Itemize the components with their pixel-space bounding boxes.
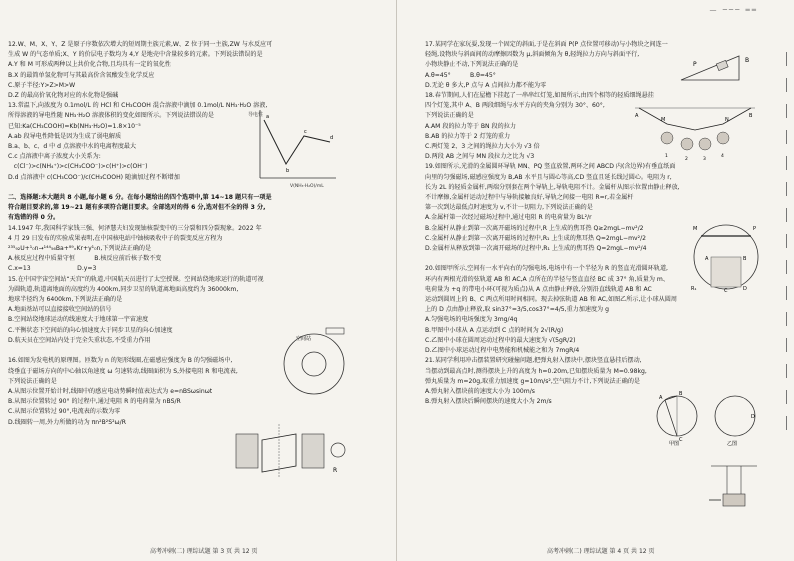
left_column-line: A.地面基站可以直接接收空间站的信号 bbox=[8, 306, 112, 314]
q13-point-d: d bbox=[330, 135, 334, 141]
left_column-line bbox=[8, 183, 272, 193]
q16-ammeter bbox=[331, 443, 345, 457]
left_column-line: A.ab 段导电性降低是因为生成了弱电解质 bbox=[8, 132, 122, 140]
q20-circle-figures bbox=[651, 390, 763, 446]
q19-label-b: B bbox=[743, 256, 747, 262]
q18-string bbox=[639, 108, 751, 130]
right_column-line bbox=[425, 254, 680, 264]
header-marks: — ─── ══ bbox=[709, 6, 758, 14]
right_column-line: 长为 2L 的轻质金属杆,两端分别套在两个导轨上,导轨电阻不计。金属杆从图示位置由静止释放, bbox=[425, 183, 680, 191]
left_column-line: C.平衡状态下空间站的向心加速度大于同步卫星的向心加速度 bbox=[8, 326, 173, 334]
q16-generator-figure bbox=[230, 420, 350, 482]
binding-marks bbox=[782, 40, 790, 520]
q18-label-n: N bbox=[725, 117, 729, 123]
q18-label-4: 4 bbox=[721, 154, 724, 159]
q18-label-3: 3 bbox=[703, 157, 706, 162]
left_column-line: c(Cl⁻)>c(NH₄⁺)>c(CH₃COO⁻)>c(H⁺)>c(OH⁻) bbox=[8, 163, 148, 171]
right_column-line: 下列说法正确的是 bbox=[425, 112, 474, 120]
q17-incline bbox=[681, 56, 739, 80]
left_column-line: A.从图示位置开始计时,线圈中的感应电动势瞬时值表达式为 e=nBSωsinωt bbox=[8, 387, 213, 395]
right_column-line: C.乙图中小球在圆周运动过程中的最大速度为 √(5gR/2) bbox=[425, 336, 576, 344]
q13-conductivity-graph bbox=[246, 106, 342, 190]
q18-lanterns-figure bbox=[631, 104, 759, 164]
q17-incline-figure bbox=[679, 52, 759, 82]
left_column-line: 所得溶液的导电性随 NH₃·H₂O 溶液体积的变化如图所示。下列说法错误的是 bbox=[8, 112, 214, 120]
right_column-line: D.乙图中小球运动过程中电势能和机械能之和为 7mgR/4 bbox=[425, 347, 580, 355]
left_column-line: C.从图示位置转过 90°,电流表的示数为零 bbox=[8, 408, 121, 416]
q15-station bbox=[326, 328, 344, 334]
right_column-line: D.金属杆从释放到第一次离开磁场的过程中,R₁ 上生成的焦耳热 Q=2mgL−mv²/4 bbox=[425, 245, 647, 253]
right_column-line: 电荷量为 +q 的带电小环(可视为质点)从 A 点由静止释放,分别沿直线轨道 AB 和 AC bbox=[425, 285, 652, 293]
right_column-line: 21.某同学利用冲击摆装置研究碰撞问题,把弹丸射入摆块中,摆块竖直悬挂后摆动, bbox=[425, 357, 642, 365]
q17-label-b: B bbox=[745, 57, 750, 64]
left_column-line: 16.如图为发电机的原理图。匝数为 n 的矩形线圈,在磁感应强度为 B 的匀强磁场中, bbox=[8, 357, 233, 365]
right_column-line: 第一次到达最低点时速度为 v,不计一切阻力,下列说法正确的是 bbox=[425, 204, 593, 212]
left_column-line: D.线圈转一周,外力所做的功为 πn²B²S²ω/R bbox=[8, 418, 126, 426]
q13-point-b: b bbox=[286, 168, 290, 174]
left_column-line: D.航天员在空间站内处于完全失重状态,不受重力作用 bbox=[8, 336, 151, 344]
right_column-line: B.AB 的拉力等于 2 灯笼的重力 bbox=[425, 132, 511, 140]
q18-lantern-1 bbox=[661, 132, 673, 144]
q20-caption-jia: 甲图 bbox=[669, 441, 680, 446]
right_column-line: 小物块静止不动,下列说法正确的是 bbox=[425, 61, 519, 69]
left_column-line: C.c 点溶液中离子浓度大小关系为: bbox=[8, 153, 101, 161]
q18-label-2: 2 bbox=[685, 157, 688, 162]
right_column-line: B.金属杆从静止到第一次离开磁场的过程中,R 上生成的焦耳热 Q≥2mgL−mv²/2 bbox=[425, 224, 644, 232]
q19-rails-figure bbox=[689, 220, 763, 294]
right_column-line: 环内有两根光滑的弦轨道 AB 和 AC,A 点所在的半径与竖直直径 BC 成 37° 角,质量为 m、 bbox=[425, 275, 669, 283]
q19-label-a: A bbox=[705, 256, 709, 262]
q17-block bbox=[716, 60, 728, 70]
right_column-line: D.无论 θ 多大,P 点与 A 点间拉力都不能为零 bbox=[425, 81, 547, 89]
right_column-line: 18.春节期间,人们在屋檐下挂起了一串串红灯笼,如图所示,由四个相等的轻质细绳悬挂 bbox=[425, 92, 654, 100]
left_column-line: 14.1947 年,我国科学家钱三强、何泽慧夫妇发现铀核裂变中的三分裂和四分裂现象。2022 年 bbox=[8, 224, 262, 232]
right_column-line: B.弹丸射入摆块后瞬间摆块的速度大小为 2m/s bbox=[425, 398, 552, 406]
q13-x-label: V(NH₃·H₂O)/mL bbox=[290, 184, 324, 189]
q13-point-c: c bbox=[304, 129, 307, 135]
left_column-line: 4 月 29 日发布的实验成果表明,在中国核电站中铀核吸收中子的裂变反应方程为 bbox=[8, 234, 223, 242]
q19-label-d: D bbox=[743, 286, 747, 292]
right_column-line: 当摆动到最高点时,测得摆块上升的高度为 h=0.20m,已知摆块质量为 M=0.98kg, bbox=[425, 367, 647, 375]
left_column-line: 二、选择题:本大题共 8 小题,每小题 6 分。在每小题给出的四个选项中,第 14~18 题只有一项是 bbox=[8, 194, 272, 202]
q20-label-c: C bbox=[679, 437, 683, 443]
q15-earth bbox=[302, 352, 326, 376]
left_column-line: 13.常温下,向浓度为 0.1mol/L 的 HCl 和 CH₃COOH 混合溶液中滴加 0.1mol/L NH₃·H₂O 溶液, bbox=[8, 102, 268, 110]
right_column-line: 弹丸质量为 m=20g,取重力加速度 g=10m/s²,空气阻力不计,下列说法正确的是 bbox=[425, 377, 641, 385]
right_column-line: A.匀强电场的电场强度为 3mg/4q bbox=[425, 316, 518, 324]
right_column-line: 不计摩擦,金属杆运动过程中与导轨接触良好,导轨之间接一电阻 R=r,若金属杆 bbox=[425, 194, 634, 202]
q20-circle-b bbox=[715, 396, 755, 436]
q13-point-a: a bbox=[266, 114, 270, 120]
right_column-line: 上的 D 点由静止释放,取 sin37°=3/5,cos37°=4/5,重力加速度为 g bbox=[425, 306, 609, 314]
right_column-line: C.两灯笼 2、3 之间的绳拉力大小为 √3 倍 bbox=[425, 143, 540, 151]
left_column-line: A.核反应过程中质量守恒 B.核反应前后核子数不变 bbox=[8, 255, 162, 263]
q16-resistor-label: R bbox=[333, 467, 338, 474]
left_column-line: B.X 的最简单氢化物可与其最高价含氧酸发生化学反应 bbox=[8, 71, 155, 79]
q21-pendulum-figure bbox=[707, 462, 761, 514]
q19-field-region bbox=[711, 257, 741, 287]
left-column bbox=[0, 0, 396, 561]
left_column-line bbox=[8, 346, 272, 356]
left_column-line: 15.在中国宇宙空间站“天宫”的轨道,中国航天员进行了太空授课。空间站绕地球运行的轨道可视 bbox=[8, 275, 264, 283]
left_column-line: A.Y 和 M 可形成两种以上共价化合物,且均具有一定的氧化性 bbox=[8, 61, 171, 69]
left-text-block bbox=[8, 40, 272, 428]
q19-label-c: C bbox=[724, 288, 728, 294]
left_column-line: 已知:Ka(CH₃COOH)=Kb(NH₃·H₂O)=1.8×10⁻⁵ bbox=[8, 122, 141, 130]
q15-orbit bbox=[284, 334, 344, 394]
q16-magnet-s bbox=[302, 434, 324, 468]
q15-station-label: 空间站 bbox=[296, 336, 312, 342]
right_column-line: D.两段 AB 之间与 MN 段拉力之比为 √3 bbox=[425, 153, 535, 161]
right_column-line: A.弹丸射入摆块前的速度大小为 100m/s bbox=[425, 387, 535, 395]
left-footer: 高考冲刺(二) 理综试题 第 3 页 共 12 页 bbox=[150, 548, 258, 555]
right_column-line: A.金属杆第一次经过磁场过程中,通过电阻 R 的电荷量为 BL²/r bbox=[425, 214, 592, 222]
left_column-line: 地球半径约为 6400km,下列说法正确的是 bbox=[8, 296, 123, 304]
right-footer: 高考冲刺(二) 理综试题 第 4 页 共 12 页 bbox=[547, 548, 655, 555]
left_column-line: C.x=13 D.y=3 bbox=[8, 265, 97, 273]
right_column-line: B.甲图中小球从 A 点运动到 C 点的时间为 2√(R/g) bbox=[425, 326, 564, 334]
right_column-line: C.金属杆从静止到第一次离开磁场的过程中,R₁ 上生成的焦耳热 Q=2mgL−mv²/2 bbox=[425, 234, 647, 242]
q18-label-1: 1 bbox=[665, 154, 668, 159]
left_column-line: B.空间站绕地球运动的线速度大于地球第一宇宙速度 bbox=[8, 316, 149, 324]
left_column-line: 12.W、M、X、Y、Z 是原子序数依次增大的短周期主族元素,W、Z 位于同一主族,ZW 与水反应可 bbox=[8, 41, 273, 48]
q16-magnet-n bbox=[236, 434, 258, 468]
right_column-line: 19.如图所示,光滑的金属圆环导轨 MN、PQ 竖直放置,两环之间 ABCD 内(含边界)有垂直纸面 bbox=[425, 163, 676, 171]
right_column-line: 四个灯笼,其中 A、B 两段细绳与水平方向的夹角分别为 30°、60°, bbox=[425, 102, 605, 110]
left_column-line: D.d 点溶液中 c(CH₃COO⁻)/c(CH₃COOH) 随滴加过程不断增加 bbox=[8, 173, 180, 181]
q18-label-m: M bbox=[661, 117, 666, 123]
left_column-line: 为圆轨道,轨道离地面的高度约为 400km,同步卫星的轨道离地面高度约为 36000km, bbox=[8, 285, 239, 293]
q21-block bbox=[723, 494, 745, 506]
right_column-line: A.AM 段的拉力等于 BN 段的拉力 bbox=[425, 122, 516, 130]
q13-curve bbox=[264, 120, 330, 164]
left_column-line: C.原子半径:Y>Z>M>W bbox=[8, 81, 76, 89]
q18-lantern-2 bbox=[681, 138, 693, 150]
left_column-line: ²³⁵₉₂U+¹₀n→¹⁴⁴₅₆Ba+⁸⁹ₓKr+y¹₀n,下列说法正确的是 bbox=[8, 245, 152, 253]
left_column-line: B.a、b、c、d 中 d 点溶液中水的电离程度最大 bbox=[8, 143, 137, 151]
left_column-line: 下列说法正确的是 bbox=[8, 377, 57, 385]
right_column-line: A.θ=45° B.θ=45° bbox=[425, 71, 496, 79]
q19-label-r1: R₁ bbox=[691, 286, 697, 292]
right_column-line: 轻绳,设物块与斜面间的动摩擦因数为 μ,斜面倾角为 θ,轻绳拉力方向与斜面平行, bbox=[425, 51, 640, 59]
q18-lantern-3 bbox=[699, 138, 711, 150]
left_column-line: 符合题目要求的,第 19~21 题有多项符合题目要求。全部选对的得 6 分,选对但不全的得 3 分, bbox=[8, 204, 266, 212]
right_column-line: 运动到圆周上的 B、C 两点所用时间相同。现去掉弦轨道 AB 和 AC,如图乙所示,让小球从圆周 bbox=[425, 296, 677, 304]
left_column-line: B.从图示位置转过 90° 的过程中,通过电阻 R 的电荷量为 nBS/R bbox=[8, 398, 181, 406]
q20-label-d: D bbox=[751, 414, 755, 420]
q20-chord-ac bbox=[665, 400, 677, 436]
right_column-line: 向里的匀强磁场,磁感应强度为 B,AB 水平且与圆心等高,CD 竖直且延长线过圆心。电阻为 r, bbox=[425, 173, 672, 181]
right_column-line: 17.某同学在家玩耍,发现一个固定的斜面,于是在斜面 P(P 点位置可移动)与小物块之间连一 bbox=[425, 41, 668, 48]
q20-label-b: B bbox=[679, 391, 683, 397]
left_column-line: 生成 W 的气态单质;X、Y 的价层电子数均为 4,Y 是地壳中含量较多的元素。下列说法错误的是 bbox=[8, 51, 263, 59]
q13-y-label: 导电性 bbox=[248, 112, 264, 118]
q15-orbit-figure bbox=[276, 326, 352, 398]
right-column bbox=[397, 0, 794, 561]
q20-caption-yi: 乙图 bbox=[727, 441, 738, 446]
q18-lantern-4 bbox=[717, 132, 729, 144]
q19-label-p: P bbox=[753, 226, 757, 232]
left_column-line: 有选错的得 0 分。 bbox=[8, 214, 60, 222]
left_column-line: D.Z 的最高价氧化物对应的水化物是强碱 bbox=[8, 92, 119, 100]
q20-label-a: A bbox=[659, 395, 663, 401]
left_column-line: 绕垂直于磁场方向的中心轴以角速度 ω 匀速转动,线圈面积为 S,外接电阻 R 和电流表, bbox=[8, 367, 238, 375]
q18-label-b: B bbox=[749, 113, 753, 119]
q18-label-a: A bbox=[635, 113, 639, 119]
q17-label-p: P bbox=[693, 61, 697, 68]
right-text-block bbox=[425, 40, 680, 407]
right_column-line: 20.如图甲所示,空间有一水平向右的匀强电场,电场中有一个半径为 R 的竖直光滑圆环轨道, bbox=[425, 265, 668, 273]
q19-label-m: M bbox=[693, 226, 698, 232]
